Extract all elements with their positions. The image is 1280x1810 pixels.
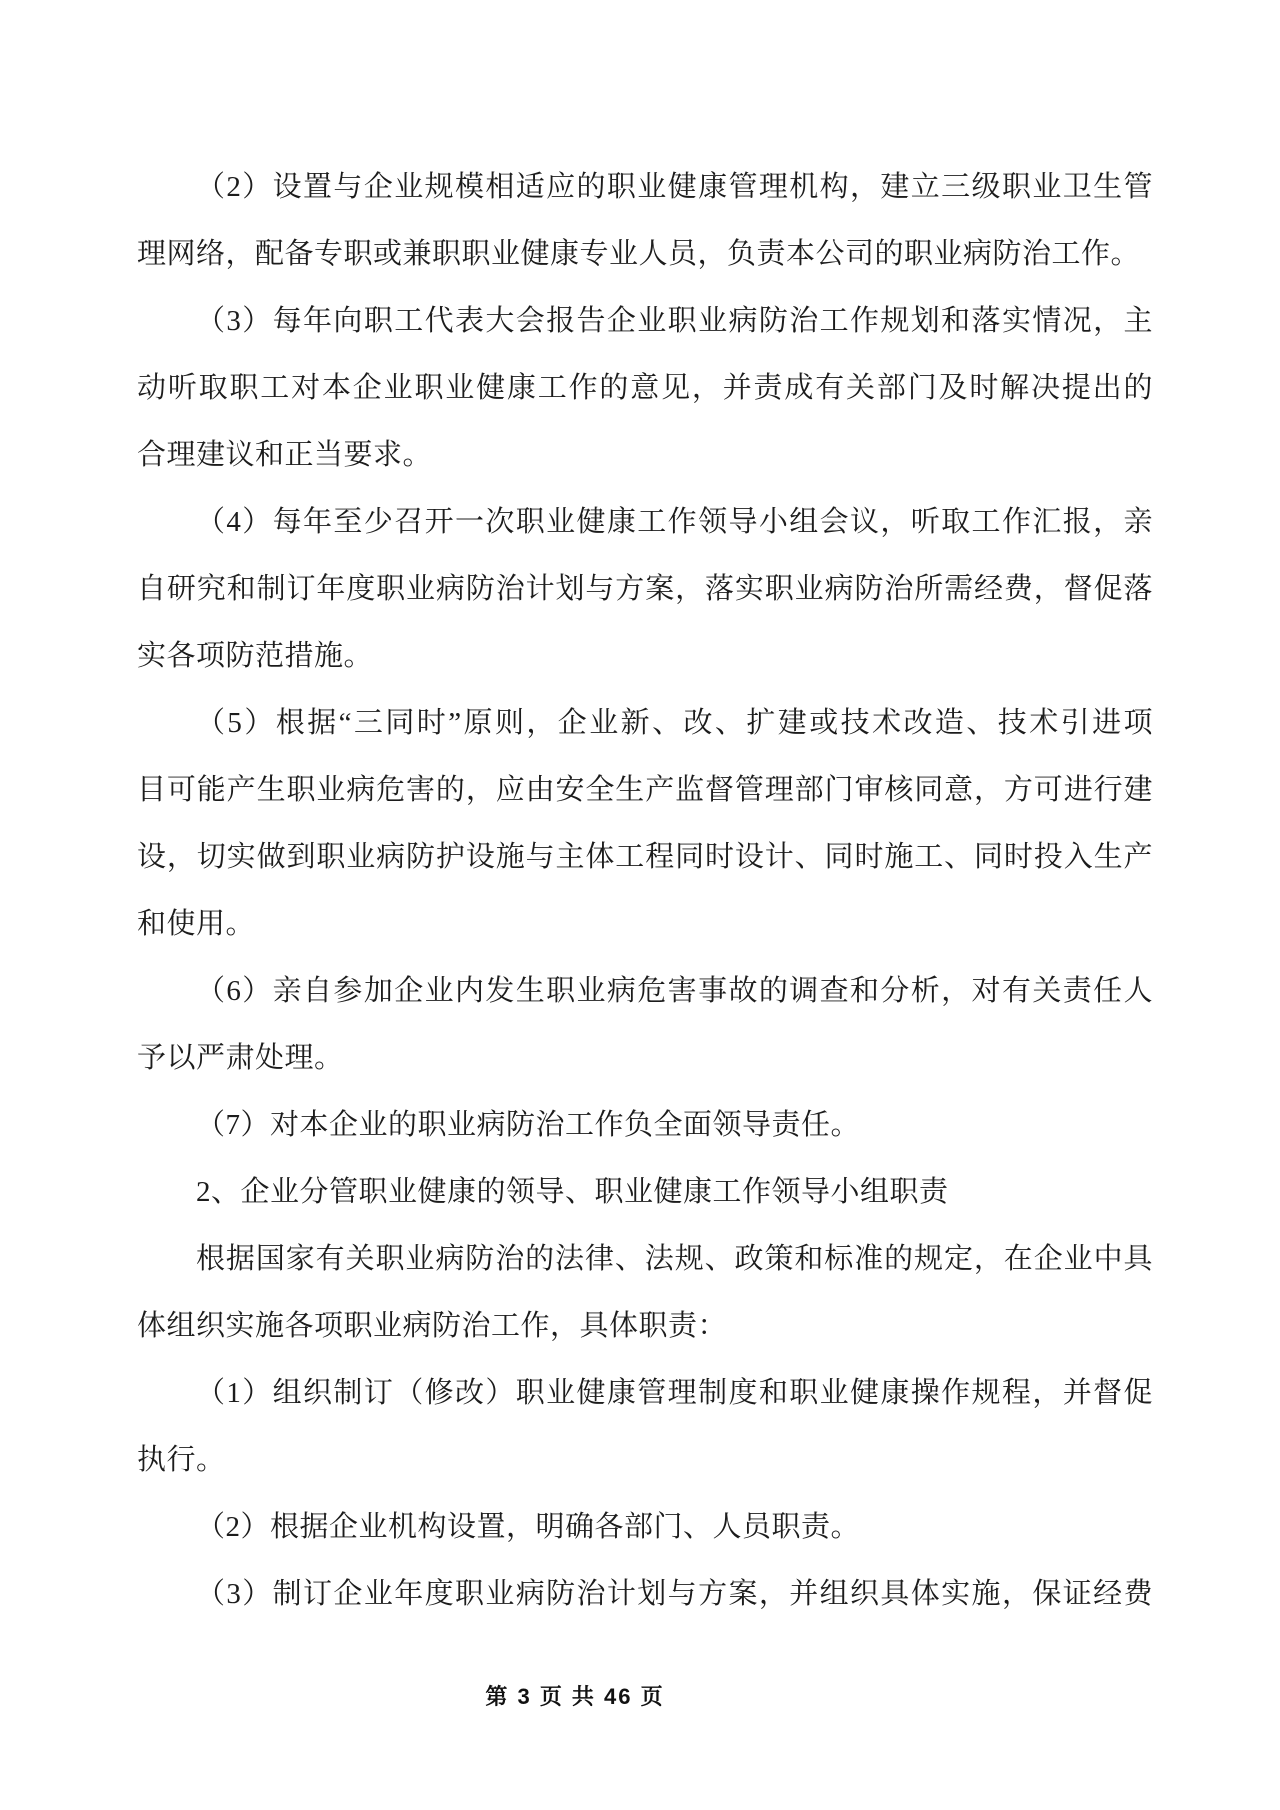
paragraph (137, 1494, 1153, 1561)
text-line: （6）亲自参加企业内发生职业病危害事故的调查和分析，对有关责任人 (196, 975, 1153, 1007)
text-line: （3）每年向职工代表大会报告企业职业病防治工作规划和落实情况，主 (196, 305, 1153, 337)
paragraph (137, 1360, 1153, 1494)
paragraph (137, 154, 1153, 288)
paragraph (137, 1226, 1153, 1360)
text-line: （7）对本企业的职业病防治工作负全面领导责任。 (196, 1109, 861, 1141)
text-line: （2）设置与企业规模相适应的职业健康管理机构，建立三级职业卫生管 (196, 171, 1153, 203)
text-line: 目可能产生职业病危害的，应由安全生产监督管理部门审核同意，方可进行建 (137, 774, 1153, 806)
paragraph (137, 690, 1153, 958)
text-line: 体组织实施各项职业病防治工作，具体职责： (137, 1310, 728, 1342)
text-line: 2、企业分管职业健康的领导、职业健康工作领导小组职责 (196, 1176, 949, 1208)
text-line: （2）根据企业机构设置，明确各部门、人员职责。 (196, 1511, 861, 1543)
text-line: （3）制订企业年度职业病防治计划与方案，并组织具体实施，保证经费 (196, 1578, 1153, 1610)
text-line: （5）根据“三同时”原则，企业新、改、扩建或技术改造、技术引进项 (196, 707, 1153, 739)
text-line: （1）组织制订（修改）职业健康管理制度和职业健康操作规程，并督促 (196, 1377, 1153, 1409)
text-line: 和使用。 (137, 908, 256, 940)
text-line: 执行。 (137, 1444, 226, 1476)
text-line: 根据国家有关职业病防治的法律、法规、政策和标准的规定，在企业中具 (196, 1243, 1153, 1275)
text-line: 动听取职工对本企业职业健康工作的意见，并责成有关部门及时解决提出的 (137, 372, 1153, 404)
document-body (137, 154, 1153, 1628)
text-line: 予以严肃处理。 (137, 1042, 344, 1074)
text-line: 理网络，配备专职或兼职职业健康专业人员，负责本公司的职业病防治工作。 (137, 238, 1141, 270)
text-line: 自研究和制订年度职业病防治计划与方案，落实职业病防治所需经费，督促落 (137, 573, 1153, 605)
paragraph (137, 489, 1153, 690)
paragraph (137, 1159, 1153, 1226)
paragraph (137, 1561, 1153, 1628)
text-line: （4）每年至少召开一次职业健康工作领导小组会议，听取工作汇报，亲 (196, 506, 1153, 538)
text-line: 合理建议和正当要求。 (137, 439, 433, 471)
paragraph (137, 958, 1153, 1092)
text-line: 设，切实做到职业病防护设施与主体工程同时设计、同时施工、同时投入生产 (137, 841, 1153, 873)
page-footer: 第 3 页 共 46 页 (485, 1684, 665, 1709)
paragraph (137, 1092, 1153, 1159)
paragraph (137, 288, 1153, 489)
text-line: 实各项防范措施。 (137, 640, 374, 672)
